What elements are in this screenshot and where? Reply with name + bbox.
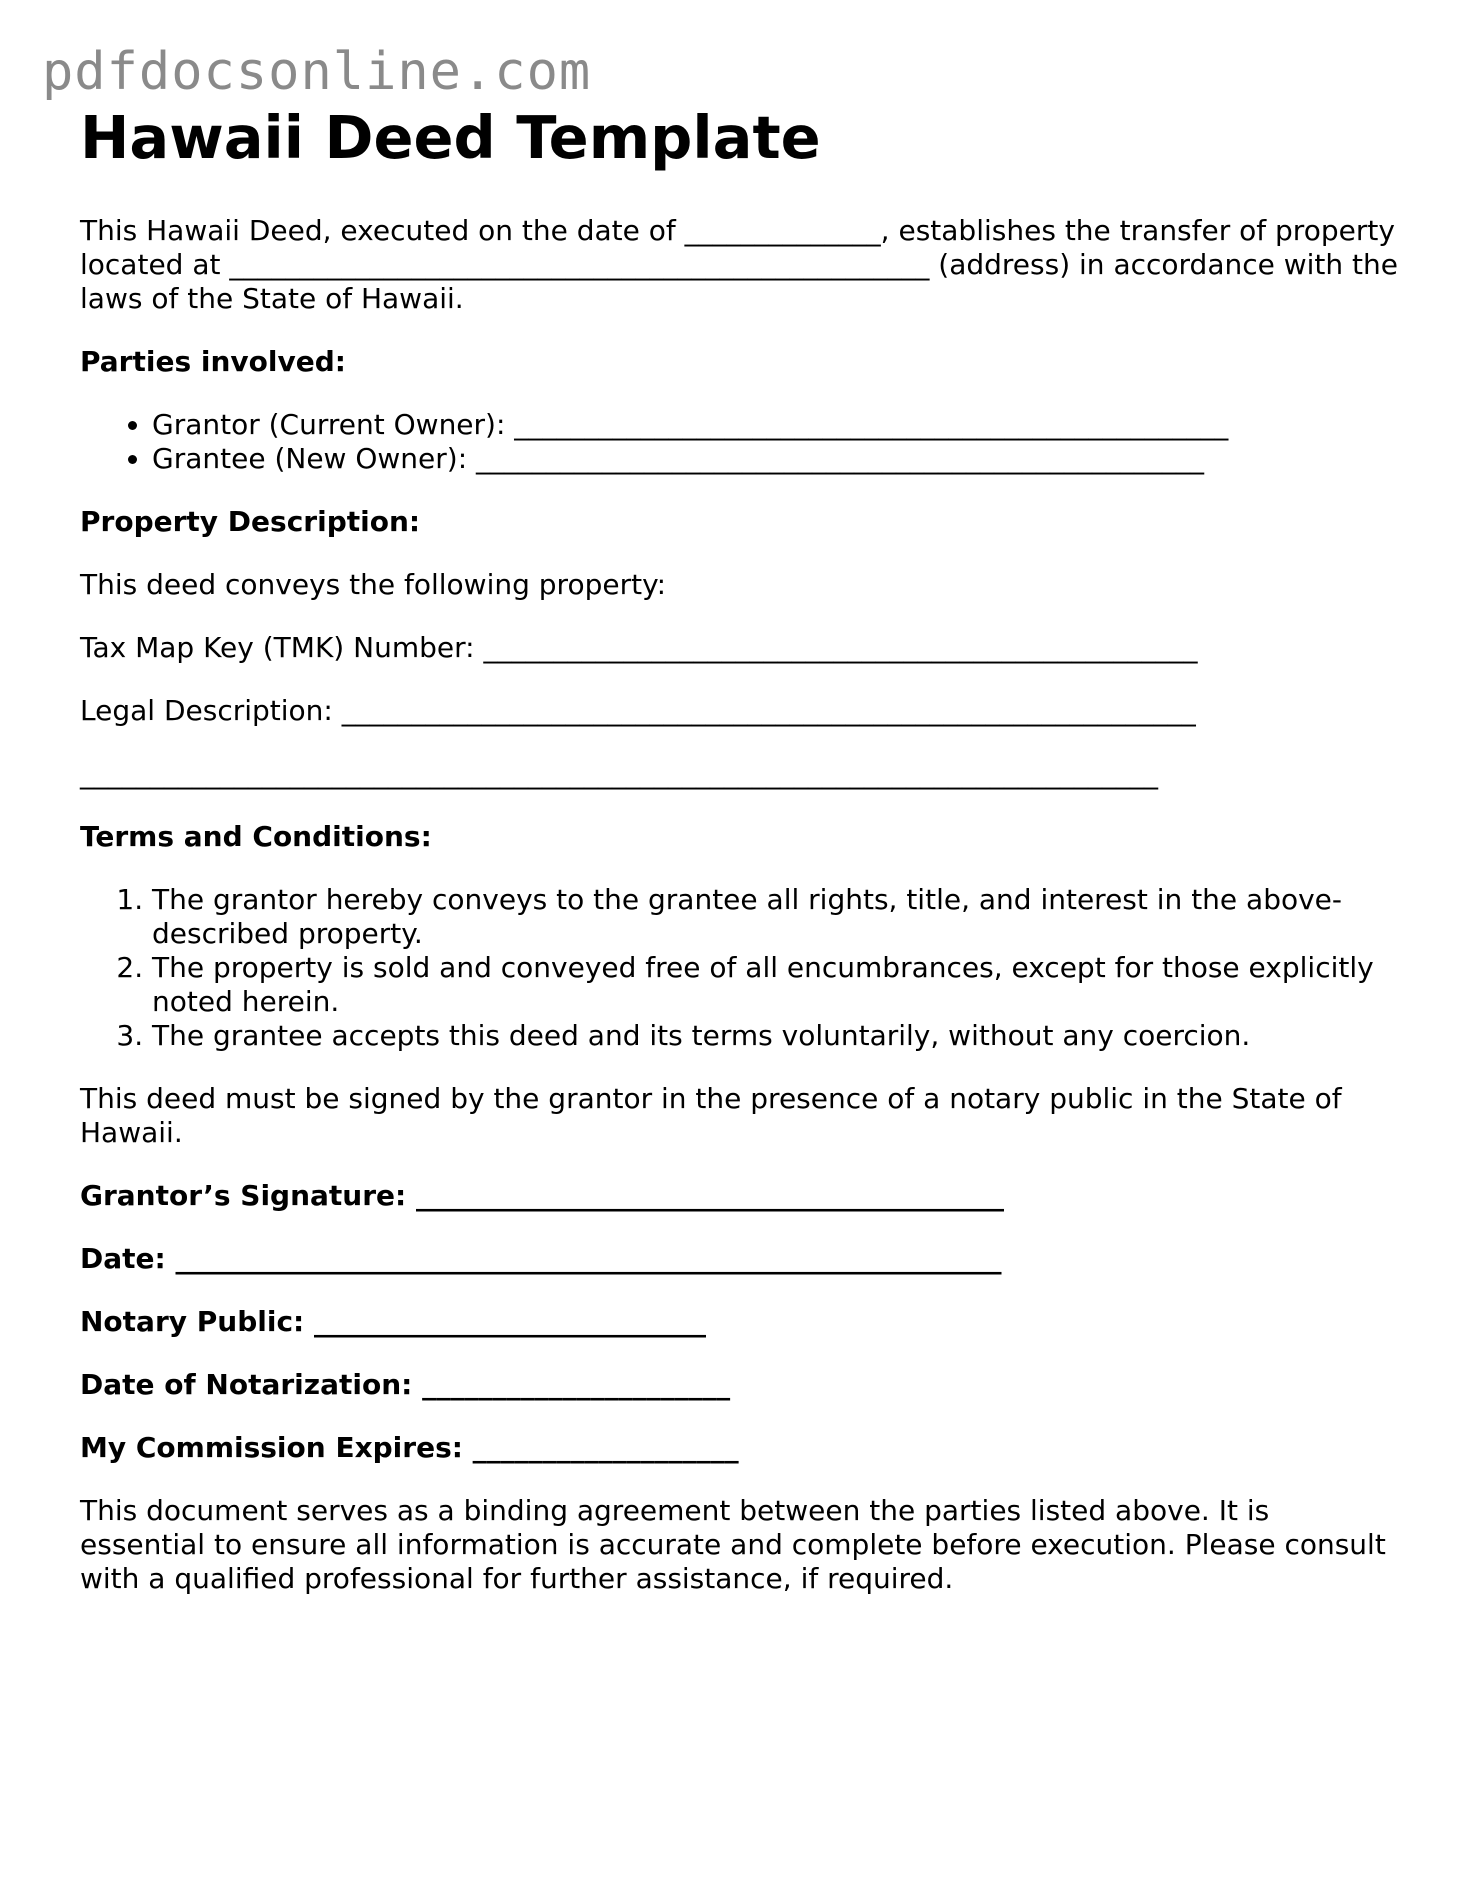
grantee-field[interactable]: • Grantee (New Owner): ____________________________________________________ (152, 442, 1400, 476)
date-field[interactable]: Date: ___________________________________________________________ (80, 1242, 1002, 1275)
parties-list (80, 408, 1400, 476)
legal-description-extra-line[interactable]: _____________________________________________________________________________ (80, 757, 1158, 790)
term-item: 3. The grantee accepts this deed and its terms voluntarily, without any coercion. (152, 1019, 1400, 1053)
terms-heading: Terms and Conditions: (80, 820, 432, 853)
intro-paragraph: This Hawaii Deed, executed on the date of ______________, establishes the transfer of property located at __________________________________________________ (address) in accordance with the laws of the State of Hawaii. (80, 214, 1399, 315)
grantor-field[interactable]: • Grantor (Current Owner): ___________________________________________________ (152, 408, 1400, 442)
term-item: 1. The grantor hereby conveys to the grantee all rights, title, and interest in the above-described property. (152, 883, 1400, 951)
page-title: Hawaii Deed Template (80, 103, 821, 172)
legal-description-field[interactable]: Legal Description: _____________________________________________________________ (80, 694, 1196, 727)
grantor-signature-field[interactable]: Grantor’s Signature: __________________________________________ (80, 1179, 1004, 1212)
parties-heading: Parties involved: (80, 345, 346, 378)
watermark: pdfdocsonline.com (42, 42, 592, 102)
term-item: 2. The property is sold and conveyed free of all encumbrances, except for those explicitly noted herein. (152, 951, 1400, 1019)
tmk-field[interactable]: Tax Map Key (TMK) Number: ___________________________________________________ (80, 631, 1198, 664)
notary-public-field[interactable]: Notary Public: ____________________________ (80, 1305, 706, 1338)
closing-paragraph: This document serves as a binding agreement between the parties listed above. It is essential to ensure all information is accurate and complete before execution. Please consult with a qualified professional for further assistance, if required. (80, 1494, 1386, 1595)
commission-expires-field[interactable]: My Commission Expires: ___________________ (80, 1431, 739, 1464)
document-page (80, 100, 1400, 1625)
notary-note: This deed must be signed by the grantor in the presence of a notary public in the State of Hawaii. (80, 1082, 1342, 1149)
date-of-notarization-field[interactable]: Date of Notarization: ______________________ (80, 1368, 731, 1401)
terms-list (80, 883, 1400, 1053)
property-lead: This deed conveys the following property: (80, 568, 667, 601)
property-heading: Property Description: (80, 505, 421, 538)
